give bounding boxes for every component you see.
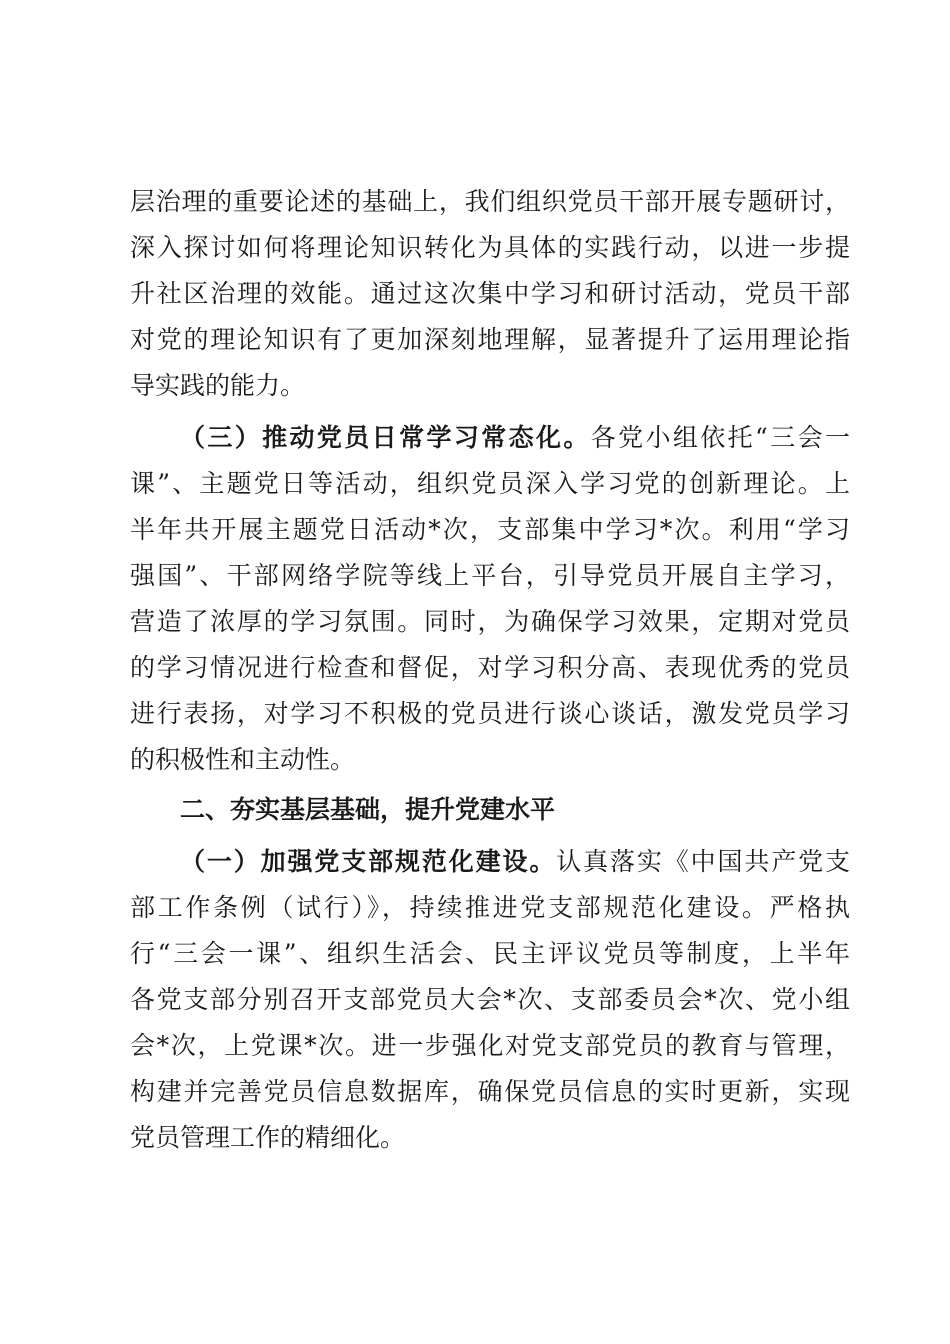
paragraph-line: 的学习情况进行检查和督促，对学习积分高、表现优秀的党员 [130, 653, 850, 682]
paragraph-first-line [180, 416, 850, 460]
paragraph-line: 行“三会一课”、组织生活会、民主评议党员等制度，上半年 [130, 939, 850, 968]
paragraph-line: 党员管理工作的精细化。 [130, 1123, 406, 1152]
subsection-title: （三）推动党员日常学习常态化。 [180, 423, 591, 452]
paragraph-line: 构建并完善党员信息数据库，确保党员信息的实时更新，实现 [130, 1077, 850, 1106]
paragraph-line: 的积极性和主动性。 [130, 745, 356, 774]
paragraph-line: 部工作条例（试行）》，持续推进党支部规范化建设。严格执 [130, 893, 850, 922]
paragraph-line: 半年共开展主题党日活动*次，支部集中学习*次。利用“学习 [130, 515, 850, 544]
paragraph-text: 认真落实《中国共产党支 [556, 847, 850, 876]
subsection-title: （一）加强党支部规范化建设。 [180, 847, 557, 876]
paragraph-line: 进行表扬，对学习不积极的党员进行谈心谈话，激发党员学习 [130, 699, 850, 728]
paragraph-line: 层治理的重要论述的基础上，我们组织党员干部开展专题研讨， [130, 187, 850, 216]
paragraph-line: 深入探讨如何将理论知识转化为具体的实践行动，以进一步提 [130, 233, 850, 262]
paragraph-line: 对党的理论知识有了更加深刻地理解，显著提升了运用理论指 [130, 325, 850, 354]
paragraph-line: 会*次，上党课*次。进一步强化对党支部党员的教育与管理， [130, 1031, 850, 1060]
paragraph-line: 强国”、干部网络学院等线上平台，引导党员开展自主学习， [130, 561, 850, 590]
paragraph-line: 升社区治理的效能。通过这次集中学习和研讨活动，党员干部 [130, 279, 850, 308]
paragraph-line: 导实践的能力。 [130, 371, 306, 400]
paragraph-line: 各党支部分别召开支部党员大会*次、支部委员会*次、党小组 [130, 985, 850, 1014]
paragraph-line: 营造了浓厚的学习氛围。同时，为确保学习效果，定期对党员 [130, 607, 850, 636]
paragraph-first-line [180, 840, 850, 884]
paragraph-line: 课”、主题党日等活动，组织党员深入学习党的创新理论。上 [130, 469, 850, 498]
section-heading: 二、夯实基层基础，提升党建水平 [180, 795, 556, 824]
paragraph-text: 各党小组依托“三会一 [590, 423, 850, 452]
